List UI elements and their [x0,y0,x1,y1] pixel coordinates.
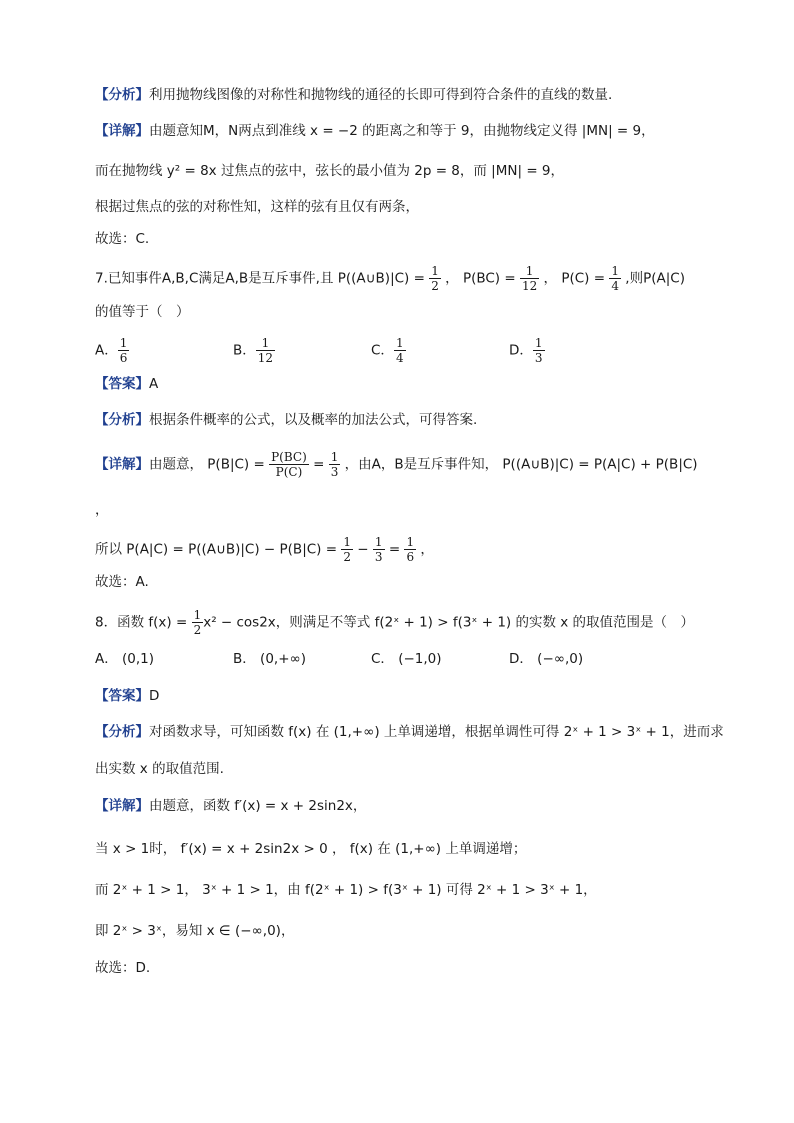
select-line-6 [95,229,734,249]
q8-option-a: A． (0,1) [95,651,155,667]
analysis-8: 【分析】对函数求导，可知函数 f(x) 在 (1,+∞) 上单调递增，根据单调性可得 2ˣ + 1 > 3ˣ + 1，进而求 [95,724,724,740]
detail-text-3: 根据过焦点的弦的对称性知，这样的弦有且仅有两条， [95,199,419,215]
analysis-line [95,85,734,105]
question-7-line-2 [95,302,734,322]
q7-text-a: 7.已知事件A,B,C满足A,B是互斥事件,且 P((A∪B)|C) = [95,270,430,287]
q7-text-d: ,则P(A|C) [625,270,685,287]
fraction-third: $\frac{1}{3}$ [330,450,339,479]
detail-8-line-3: 而 2ˣ + 1 > 1， 3ˣ + 1 > 1，由 f(2ˣ + 1) > f(3ˣ + 1) 可得 2ˣ + 1 > 3ˣ + 1， [95,882,597,898]
fraction-q8-half: $\frac{1}{2}$ [193,608,202,637]
fraction-half: $\frac{1}{2}$ [431,264,439,293]
detail-line-2 [95,161,734,181]
q7-text-c: ， P(C) = [543,270,610,287]
detail-7: 【详解】由题意， P(B|C) = $\frac{P(BC)}{P(C)}$ = $\frac{1}{3}$ ，由A，B是互斥事件知， P((A∪B)|C) = P(A|C) + P(B|C) [95,450,698,479]
detail-8-line-2: 当 x > 1时， f′(x) = x + 2sin2x > 0 ， f(x) 在 (1,+∞) 上单调递增； [95,841,527,857]
detail-8-line-4: 即 2ˣ > 3ˣ，易知 x ∈ (−∞,0)， [95,923,295,939]
q7-option-d: D． $\frac{1}{3}$ [509,336,543,365]
analysis-8-line-2: 出实数 x 的取值范围. [95,761,224,777]
q8-option-c: C． (−1,0) [371,651,442,667]
fraction-quarter: $\frac{1}{4}$ [611,264,619,293]
answer-7: 【答案】A [95,376,159,392]
analysis-text: 利用抛物线图像的对称性和抛物线的通径的长即可得到符合条件的直线的数量. [149,87,613,103]
select-8: 故选：D. [95,960,151,976]
detail-tag: 【详解】 [95,123,149,139]
detail-line-3 [95,197,734,217]
detail-line-1 [95,121,734,141]
q8-option-b: B． (0,+∞) [233,651,307,667]
q7-text-b: ， P(BC) = [445,270,520,287]
analysis-7: 【分析】根据条件概率的公式，以及概率的加法公式，可得答案. [95,412,478,428]
detail-7-result: 所以 P(A|C) = P((A∪B)|C) − P(B|C) = $\frac{1}{2}$ − $\frac{1}{3}$ = $\frac{1}{6}$ ， [95,535,434,564]
answer-8: 【答案】D [95,688,160,704]
question-7 [95,264,734,293]
q7-option-a: A． $\frac{1}{6}$ [95,336,128,365]
q7-option-c: C． $\frac{1}{4}$ [371,336,404,365]
question-8: 8．函数 f(x) = $\frac{1}{2}$ x² − cos2x，则满足不等式 f(2ˣ + 1) > f(3ˣ + 1) 的实数 x 的取值范围是（ ） [95,608,695,637]
detail-8: 【详解】由题意，函数 f′(x) = x + 2sin2x， [95,798,367,814]
q7-option-b: B． $\frac{1}{12}$ [233,336,274,365]
detail-text: 由题意知M，N两点到准线 x = −2 的距离之和等于 9，由抛物线定义得 |MN| = 9， [149,123,655,139]
analysis-tag: 【分析】 [95,87,149,103]
select-text-6: 故选：C. [95,231,150,247]
select-7: 故选：A. [95,574,149,590]
fraction-twelfth: $\frac{1}{12}$ [521,264,538,293]
detail-7-comma: ， [95,502,109,518]
detail-text-2: 而在抛物线 y² = 8x 过焦点的弦中，弦长的最小值为 2p = 8，而 |MN| = 9， [95,163,565,179]
q8-option-d: D． (−∞,0) [509,651,584,667]
q7-line2: 的值等于（ ） [95,304,190,320]
fraction-pbc-pc: $\frac{P(BC)}{P(C)}$ [271,450,307,479]
